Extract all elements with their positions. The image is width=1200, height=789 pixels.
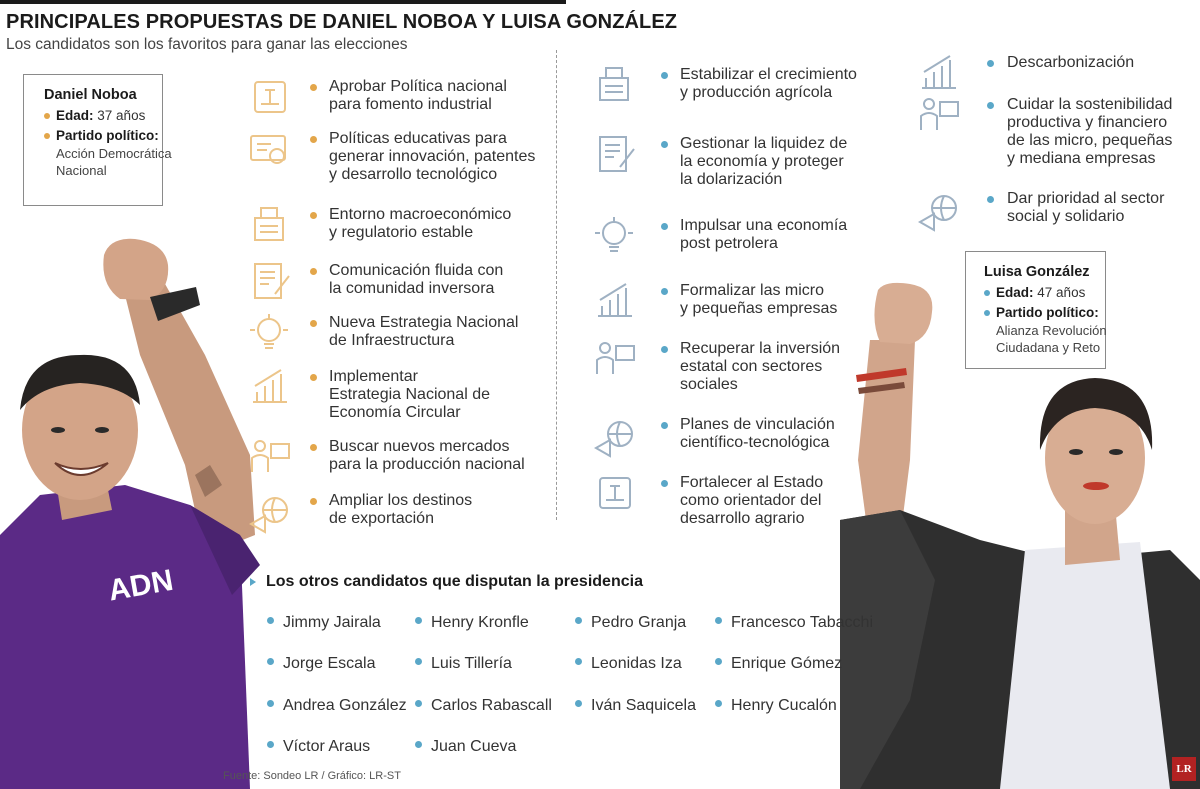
- proposal-line: desarrollo agrario: [680, 510, 805, 527]
- bullet-dot: [415, 741, 422, 748]
- candidate-name: Jorge Escala: [283, 655, 376, 672]
- candidate-item: [415, 738, 516, 756]
- bullet-dot: [415, 700, 422, 707]
- proposal-text: [680, 474, 823, 528]
- proposal-line: Cuidar la sostenibilidad: [1007, 96, 1173, 113]
- bullet-dot: [267, 700, 274, 707]
- money-bag-document-icon: [590, 213, 640, 264]
- proposal-line: la comunidad inversora: [329, 280, 495, 297]
- candidate-name: Leonidas Iza: [591, 655, 682, 672]
- age-value: 37 años: [97, 108, 146, 123]
- proposal-text: [329, 262, 503, 298]
- age-label: Edad:: [996, 285, 1034, 300]
- proposal-line: Recuperar la inversión: [680, 340, 841, 357]
- proposal-line: Fortalecer al Estado: [680, 474, 824, 491]
- proposal-line: la dolarización: [680, 171, 783, 188]
- proposal-line: Nueva Estrategia Nacional: [329, 314, 519, 331]
- proposal-line: de las micro, pequeñas: [1007, 132, 1173, 149]
- proposal-text: [680, 340, 840, 394]
- bullet-dot: [267, 658, 274, 665]
- proposal-line: Gestionar la liquidez de: [680, 135, 848, 152]
- bullet-dot: [415, 617, 422, 624]
- innovation-screen-icon: [245, 126, 295, 177]
- candidate-name: Henry Kronfle: [431, 614, 529, 631]
- science-plant-icon: [590, 412, 640, 463]
- candidate-item: [575, 614, 686, 632]
- proposal-line: Implementar: [329, 368, 418, 385]
- proposal-line: Formalizar las micro: [680, 282, 825, 299]
- proposal-line: Comunicación fluida con: [329, 262, 504, 279]
- proposal-line: científico-tecnológica: [680, 434, 830, 451]
- triangle-bullet-icon: [250, 578, 256, 586]
- proposal-text: [1007, 190, 1164, 226]
- proposal-line: como orientador del: [680, 492, 822, 509]
- proposal-text: [1007, 96, 1172, 168]
- proposal-line: Descarbonización: [1007, 54, 1135, 71]
- noboa-info-box: [23, 74, 172, 206]
- bullet-dot: [984, 290, 990, 296]
- proposal-text: [680, 135, 847, 189]
- bullet-dot: [661, 223, 668, 230]
- gonzalez-info-box: [965, 251, 1106, 369]
- proposal-line: sociales: [680, 376, 738, 393]
- proposal-text: [1007, 54, 1134, 72]
- proposal-text: [329, 492, 472, 528]
- export-globe-icon: [245, 488, 295, 539]
- candidate-name: Henry Cucalón: [731, 697, 837, 714]
- bullet-dot: [987, 60, 994, 67]
- podium-icon: [245, 74, 295, 125]
- bullet-dot: [310, 498, 317, 505]
- proposal-line: la economía y proteger: [680, 153, 844, 170]
- party-row: [984, 305, 1105, 320]
- proposal-line: Estabilizar el crecimiento: [680, 66, 857, 83]
- title-rule: [0, 0, 566, 4]
- candidate-item: [415, 614, 529, 632]
- proposal-line: productiva y financiero: [1007, 114, 1168, 131]
- candidate-item: [575, 697, 696, 715]
- bullet-dot: [310, 84, 317, 91]
- hand-money-growth-icon: [590, 131, 640, 182]
- candidate-name: Luis Tillería: [431, 655, 512, 672]
- shirt-logo: ADN: [105, 563, 176, 608]
- candidate-item: [267, 697, 407, 715]
- meeting-table-icon: [914, 186, 964, 237]
- candidate-name: Luisa González: [984, 264, 1090, 280]
- candidate-item: [715, 655, 842, 673]
- candidate-item: [715, 614, 873, 632]
- bullet-dot: [661, 288, 668, 295]
- party-name-line: Nacional: [56, 163, 107, 178]
- bullet-dot: [661, 72, 668, 79]
- page-title: PRINCIPALES PROPUESTAS DE DANIEL NOBOA Y LUISA GONZÁLEZ: [6, 11, 678, 33]
- candidate-name: Enrique Gómez: [731, 655, 843, 672]
- age-label: Edad:: [56, 108, 94, 123]
- bullet-dot: [984, 310, 990, 316]
- candidate-item: [415, 655, 512, 673]
- party-row: [44, 128, 162, 143]
- proposal-text: [329, 314, 518, 350]
- proposal-line: de exportación: [329, 510, 434, 527]
- proposal-line: Planes de vinculación: [680, 416, 835, 433]
- proposal-line: Aprobar Política nacional: [329, 78, 507, 95]
- bullet-dot: [267, 741, 274, 748]
- candidate-item: [415, 697, 552, 715]
- candidate-item: [715, 697, 837, 715]
- lr-logo: LR: [1172, 757, 1196, 781]
- bullet-dot: [715, 658, 722, 665]
- bullet-dot: [661, 346, 668, 353]
- bullet-dot: [310, 320, 317, 327]
- bullet-dot: [267, 617, 274, 624]
- bullet-dot: [575, 658, 582, 665]
- others-title-text: Los otros candidatos que disputan la presidencia: [266, 573, 643, 590]
- candidate-name: Iván Saquicela: [591, 697, 696, 714]
- bullet-dot: [575, 617, 582, 624]
- proposal-text: [329, 438, 525, 474]
- bullet-dot: [575, 700, 582, 707]
- bullet-dot: [661, 422, 668, 429]
- bullet-dot: [310, 268, 317, 275]
- candidate-name: Andrea González: [283, 697, 407, 714]
- proposal-line: Impulsar una economía: [680, 217, 848, 234]
- bullet-dot: [715, 700, 722, 707]
- analysis-search-icon: [590, 278, 640, 329]
- proposal-line: social y solidario: [1007, 208, 1125, 225]
- party-name-line: Acción Democrática: [56, 146, 172, 161]
- proposal-line: generar innovación, patentes: [329, 148, 536, 165]
- bullet-dot: [987, 102, 994, 109]
- lightbulb-gear-icon: [245, 310, 295, 361]
- farm-building-icon: [590, 470, 640, 521]
- bullet-dot: [310, 136, 317, 143]
- proposal-text: [680, 66, 857, 102]
- bullet-dot: [310, 212, 317, 219]
- candidate-item: [267, 655, 376, 673]
- bullet-dot: [44, 133, 50, 139]
- proposal-line: para fomento industrial: [329, 96, 492, 113]
- column-divider: [556, 50, 557, 520]
- others-title: [250, 573, 643, 591]
- source-note: Fuente: Sondeo LR / Gráfico: LR-ST: [223, 770, 401, 782]
- candidate-name: Jimmy Jairala: [283, 614, 381, 631]
- age-row: [44, 108, 162, 123]
- proposal-text: [680, 416, 835, 452]
- proposal-text: [329, 130, 535, 184]
- candidate-item: [267, 738, 370, 756]
- candidate-name: Víctor Araus: [283, 738, 371, 755]
- bullet-dot: [415, 658, 422, 665]
- noboa-photo: [0, 235, 260, 789]
- proposal-text: [680, 217, 847, 253]
- proposal-line: y pequeñas empresas: [680, 300, 838, 317]
- proposal-line: estatal con sectores: [680, 358, 823, 375]
- bullet-dot: [310, 374, 317, 381]
- document-pen-icon: [245, 258, 295, 309]
- candidate-item: [267, 614, 381, 632]
- proposal-text: [329, 206, 511, 242]
- age-row: [984, 285, 1105, 300]
- proposal-text: [329, 368, 490, 422]
- party-label: Partido político:: [56, 128, 159, 143]
- proposal-line: Estrategia Nacional de: [329, 386, 490, 403]
- bullet-dot: [661, 141, 668, 148]
- bullet-dot: [44, 113, 50, 119]
- proposal-line: y regulatorio estable: [329, 224, 474, 241]
- party-name-line: Alianza Revolución: [996, 323, 1107, 338]
- proposal-line: y producción agrícola: [680, 84, 833, 101]
- proposal-line: post petrolera: [680, 235, 778, 252]
- proposal-line: Buscar nuevos mercados: [329, 438, 510, 455]
- candidate-item: [575, 655, 682, 673]
- city-people-icon: [914, 92, 964, 143]
- proposal-text: [329, 78, 507, 114]
- proposal-line: para la producción nacional: [329, 456, 525, 473]
- bullet-dot: [987, 196, 994, 203]
- candidate-name: Juan Cueva: [431, 738, 517, 755]
- proposal-line: Economía Circular: [329, 404, 461, 421]
- bullet-dot: [715, 617, 722, 624]
- party-name-line: Ciudadana y Reto: [996, 340, 1101, 355]
- proposal-line: Ampliar los destinos: [329, 492, 473, 509]
- proposal-line: Políticas educativas para: [329, 130, 507, 147]
- bullet-dot: [310, 444, 317, 451]
- farm-field-icon: [590, 62, 640, 113]
- proposal-line: y mediana empresas: [1007, 150, 1156, 167]
- proposal-line: Dar prioridad al sector: [1007, 190, 1165, 207]
- proposal-line: de Infraestructura: [329, 332, 455, 349]
- presentation-icon: [245, 434, 295, 485]
- proposal-line: y desarrollo tecnológico: [329, 166, 498, 183]
- candidate-name: Pedro Granja: [591, 614, 687, 631]
- proposal-text: [680, 282, 837, 318]
- page-subtitle: Los candidatos son los favoritos para ganar las elecciones: [6, 36, 408, 53]
- cash-register-icon: [245, 202, 295, 253]
- growth-chart-icon: [245, 364, 295, 415]
- people-group-icon: [590, 336, 640, 387]
- bullet-dot: [661, 480, 668, 487]
- candidate-name: Francesco Tabacchi: [731, 614, 873, 631]
- age-value: 47 años: [1037, 285, 1086, 300]
- party-label: Partido político:: [996, 305, 1099, 320]
- candidate-name: Daniel Noboa: [44, 87, 137, 103]
- proposal-line: Entorno macroeconómico: [329, 206, 512, 223]
- candidate-name: Carlos Rabascall: [431, 697, 552, 714]
